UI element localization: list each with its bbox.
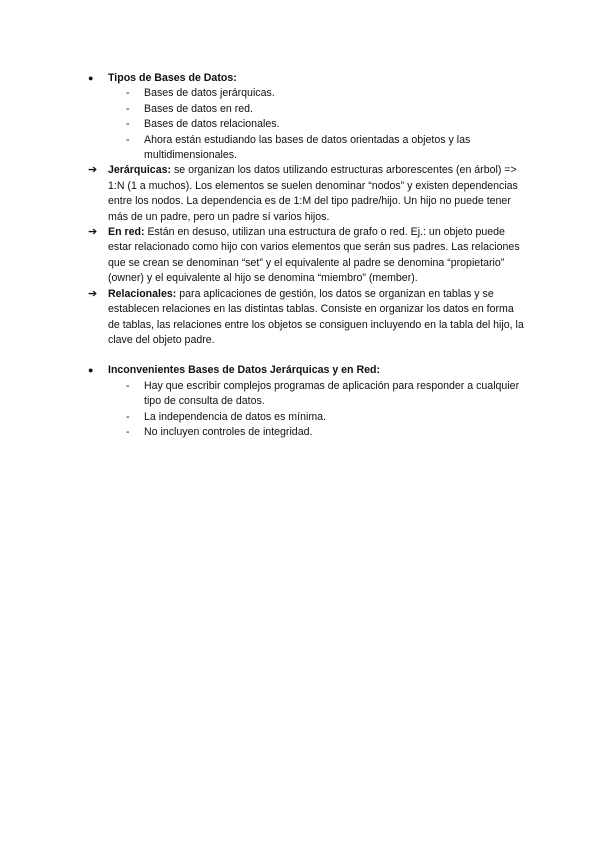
inconvenientes-list xyxy=(88,379,528,441)
dash-icon: - xyxy=(126,87,130,100)
bullet-icon: ● xyxy=(88,365,94,376)
list-item xyxy=(88,117,528,132)
list-item-text: Hay que escribir complejos programas de aplicación para responder a cualquier tipo de consulta de datos. xyxy=(144,379,520,408)
arrow-item-jerarquicas xyxy=(88,163,528,225)
list-item-text: Bases de datos en red. xyxy=(144,102,253,115)
list-item xyxy=(88,133,528,164)
list-item-text: Bases de datos relacionales. xyxy=(144,118,280,131)
list-item-text: La independencia de datos es mínima. xyxy=(144,410,326,423)
list-item-text: Ahora están estudiando las bases de datos orientadas a objetos y las multidimensionales. xyxy=(144,133,471,162)
term-description: para aplicaciones de gestión, los datos se organizan en tablas y se establecen relaciones en las distintas tablas. Consiste en organizar los datos en forma de tablas, las relaciones entre los objetos se consiguen incluyendo en la tabla del hijo, la clave del objeto padre. xyxy=(108,287,524,346)
arrow-right-icon: ➔ xyxy=(88,226,98,239)
list-item-text: No incluyen controles de integridad. xyxy=(144,425,313,438)
list-item xyxy=(88,410,528,425)
section-inconvenientes xyxy=(88,363,528,378)
list-item xyxy=(88,86,528,101)
arrow-item-en-red xyxy=(88,225,528,287)
dash-icon: - xyxy=(126,379,130,392)
term-label: Relacionales: xyxy=(108,287,177,300)
term-description: se organizan los datos utilizando estructuras arborescentes (en árbol) => 1:N (1 a muchos). Los elementos se suelen denominar “nodos” y existen dependencias entre los nodos. La dependencia es de 1:M del tipo padre/hijo. Un hijo no puede tener más de un padre, pero un padre sí varios hijos. xyxy=(108,164,518,223)
list-item-text: Bases de datos jerárquicas. xyxy=(144,87,275,100)
dash-icon: - xyxy=(126,410,130,423)
term-label: Jerárquicas: xyxy=(108,164,172,177)
arrow-right-icon: ➔ xyxy=(88,164,98,177)
dash-icon: - xyxy=(126,425,130,438)
document-content xyxy=(88,71,528,440)
dash-icon: - xyxy=(126,118,130,131)
bullet-icon: ● xyxy=(88,73,94,83)
list-item xyxy=(88,379,528,410)
spacer xyxy=(88,348,528,363)
section-title: Inconvenientes Bases de Datos Jerárquicas y en Red: xyxy=(108,364,381,377)
list-item xyxy=(88,102,528,117)
section-tipos xyxy=(88,71,528,86)
dash-icon: - xyxy=(126,133,130,146)
arrow-item-relacionales xyxy=(88,287,528,349)
dash-icon: - xyxy=(126,102,130,115)
tipos-list xyxy=(88,86,528,163)
section-title: Tipos de Bases de Datos: xyxy=(108,72,237,84)
term-description: Están en desuso, utilizan una estructura de grafo o red. Ej.: un objeto puede estar relacionado como hijo con varios elementos que serán sus padres. Las relaciones que se crean se denominan “set” y el equivalente al padre se denomina “propietario” (owner) y el equivalente al hijo se denomina “miembro” (member). xyxy=(108,226,520,285)
arrow-right-icon: ➔ xyxy=(88,287,98,300)
term-label: En red: xyxy=(108,226,145,239)
list-item xyxy=(88,425,528,440)
